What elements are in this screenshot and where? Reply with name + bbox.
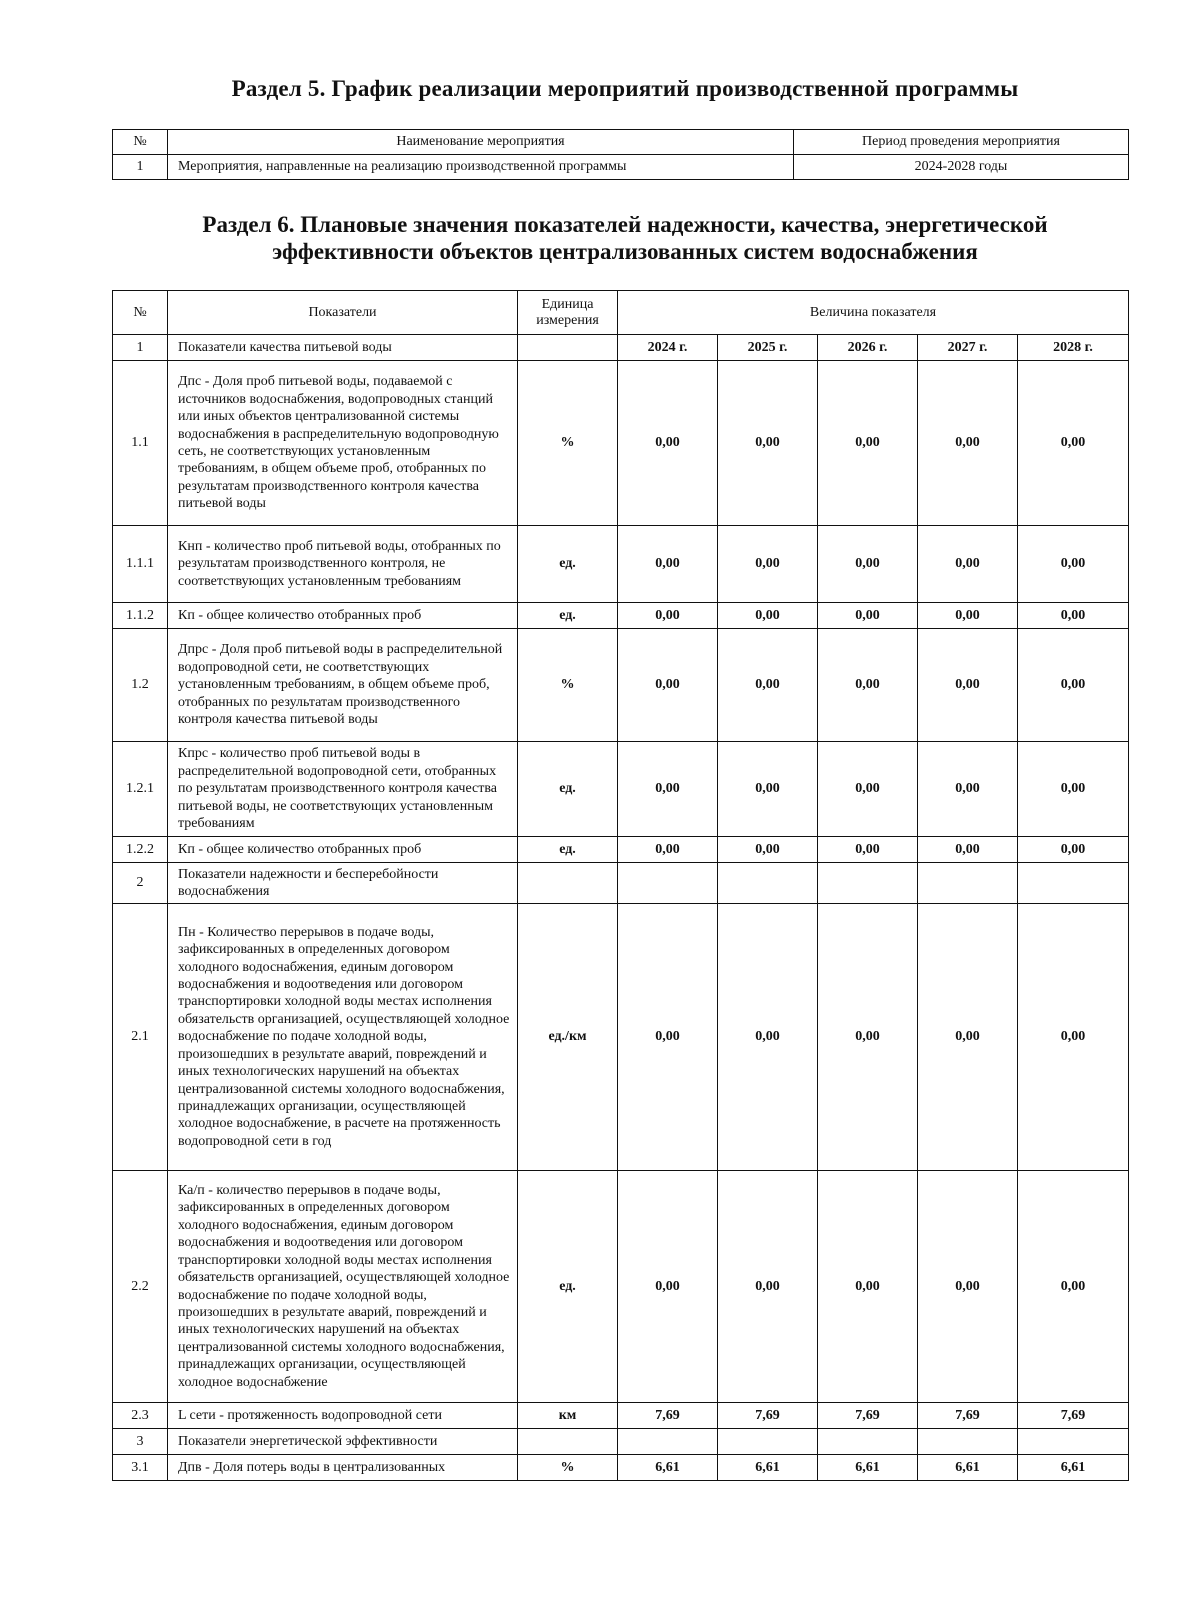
row-value: 0,00: [718, 742, 818, 837]
row-value: 6,61: [618, 1455, 718, 1481]
table-row: [113, 361, 1129, 526]
header-year: 2025 г.: [718, 335, 818, 361]
row-indicator: Дпрс - Доля проб питьевой воды в распределительной водопроводной сети, не соответствующих установленным требованиям, в общем объеме проб, отобранных по результатам производственного контроля качества питьевой воды: [168, 629, 518, 742]
row-value: 0,00: [918, 742, 1018, 837]
table-row: [113, 629, 1129, 742]
row-value: [918, 1429, 1018, 1455]
row-value: 0,00: [918, 837, 1018, 863]
row-value: 0,00: [618, 603, 718, 629]
row-value: [618, 1429, 718, 1455]
row-unit: ед.: [518, 1171, 618, 1403]
row-value: [818, 863, 918, 904]
row-value: [718, 1429, 818, 1455]
row-value: 0,00: [618, 361, 718, 526]
row-value: 0,00: [818, 603, 918, 629]
header-year: 2027 г.: [918, 335, 1018, 361]
row-num: 1: [113, 335, 168, 361]
row-value: [1018, 1429, 1129, 1455]
row-value: 0,00: [918, 629, 1018, 742]
row-value: [1018, 863, 1129, 904]
row-value: 0,00: [818, 361, 918, 526]
row-value: 0,00: [818, 629, 918, 742]
row-value: 0,00: [1018, 837, 1129, 863]
header-unit-line1: Единица: [541, 296, 594, 312]
row-value: [718, 863, 818, 904]
table-row: [113, 1171, 1129, 1403]
row-num: 1.1: [113, 361, 168, 526]
section6-table: [112, 290, 1129, 1481]
row-value: 7,69: [818, 1403, 918, 1429]
row-indicator: Дпв - Доля потерь воды в централизованных: [168, 1455, 518, 1481]
table-row: [113, 1429, 1129, 1455]
row-num: 1.1.2: [113, 603, 168, 629]
header-period: Период проведения мероприятия: [794, 130, 1129, 155]
row-num: 2: [113, 863, 168, 904]
row-value: 0,00: [1018, 904, 1129, 1171]
table-row: [113, 1455, 1129, 1481]
table-row: [113, 155, 1129, 180]
row-value: 0,00: [718, 526, 818, 603]
row-num: 2.3: [113, 1403, 168, 1429]
row-unit: ед./км: [518, 904, 618, 1171]
row-value: 0,00: [618, 629, 718, 742]
row-value: 0,00: [918, 904, 1018, 1171]
header-num: №: [113, 130, 168, 155]
row-value: 0,00: [918, 1171, 1018, 1403]
table-row: [113, 335, 1129, 361]
header-year: 2024 г.: [618, 335, 718, 361]
row-value: 0,00: [818, 837, 918, 863]
table-row: [113, 1403, 1129, 1429]
section5-title: Раздел 5. График реализации мероприятий производственной программы: [231, 76, 1019, 101]
row-value: 0,00: [718, 904, 818, 1171]
row-value: 0,00: [818, 904, 918, 1171]
header-indicators: Показатели: [168, 291, 518, 335]
row-unit: [518, 863, 618, 904]
row-value: 0,00: [1018, 603, 1129, 629]
row-value: 0,00: [918, 361, 1018, 526]
section5-table: [112, 129, 1129, 180]
row-indicator: Кп - общее количество отобранных проб: [168, 837, 518, 863]
row-value: 0,00: [1018, 1171, 1129, 1403]
row-value: 0,00: [1018, 361, 1129, 526]
row-num: 3: [113, 1429, 168, 1455]
row-value: 0,00: [818, 526, 918, 603]
row-indicator: Дпс - Доля проб питьевой воды, подаваемой с источников водоснабжения, водопроводных станций или иных объектов централизованной системы водоснабжения в распределительную водопроводную сеть, не соответствующих установленным требованиям, в общем объеме проб, отобранных по результатам производственного контроля качества питьевой воды: [168, 361, 518, 526]
row-num: 1.2.2: [113, 837, 168, 863]
row-value: 7,69: [918, 1403, 1018, 1429]
row-indicator: Пн - Количество перерывов в подаче воды, зафиксированных в определенных договором холодного водоснабжения, единым договором водоснабжения и водоотведения или договором транспортировки холодной воды местах исполнения обязательств организацией, осуществляющей холодное водоснабжение по подаче холодной воды, произошедших в результате аварий, повреждений и иных технологических нарушений на объектах централизованной системы холодного водоснабжения, принадлежащих организации, осуществляющей холодное водоснабжение, в расчете на протяженность водопроводной сети в год: [168, 904, 518, 1171]
row-num: 1.2: [113, 629, 168, 742]
row-value: [918, 863, 1018, 904]
table-row: [113, 837, 1129, 863]
row-indicator: Кнп - количество проб питьевой воды, отобранных по результатам производственного контроля, не соответствующих установленным требованиям: [168, 526, 518, 603]
row-unit: ед.: [518, 526, 618, 603]
row-unit: %: [518, 361, 618, 526]
row-value: 0,00: [918, 603, 1018, 629]
row-num: 1: [113, 155, 168, 180]
row-indicator: Кп - общее количество отобранных проб: [168, 603, 518, 629]
table-row: [113, 904, 1129, 1171]
row-value: 0,00: [718, 603, 818, 629]
row-name: Мероприятия, направленные на реализацию производственной программы: [168, 155, 794, 180]
row-num: 1.2.1: [113, 742, 168, 837]
row-value: 6,61: [918, 1455, 1018, 1481]
row-value: 0,00: [618, 742, 718, 837]
table-row: [113, 603, 1129, 629]
row-value: 0,00: [718, 629, 818, 742]
row-value: 7,69: [718, 1403, 818, 1429]
row-value: 0,00: [1018, 526, 1129, 603]
row-value: [618, 863, 718, 904]
row-value: 0,00: [818, 742, 918, 837]
row-value: 7,69: [618, 1403, 718, 1429]
row-value: 0,00: [1018, 629, 1129, 742]
header-year: 2028 г.: [1018, 335, 1129, 361]
header-name: Наименование мероприятия: [168, 130, 794, 155]
row-value: 0,00: [618, 837, 718, 863]
row-unit: ед.: [518, 742, 618, 837]
row-value: 6,61: [718, 1455, 818, 1481]
row-num: 1.1.1: [113, 526, 168, 603]
section6-title-line2: эффективности объектов централизованных систем водоснабжения: [272, 239, 978, 264]
table-row: [113, 742, 1129, 837]
row-value: [818, 1429, 918, 1455]
row-value: 7,69: [1018, 1403, 1129, 1429]
section6-title-line1: Раздел 6. Плановые значения показателей надежности, качества, энергетической: [202, 212, 1048, 237]
header-year: 2026 г.: [818, 335, 918, 361]
row-period: 2024-2028 годы: [794, 155, 1129, 180]
row-unit: %: [518, 629, 618, 742]
row-num: 2.1: [113, 904, 168, 1171]
row-unit: [518, 335, 618, 361]
header-value: Величина показателя: [618, 291, 1129, 335]
row-value: 6,61: [818, 1455, 918, 1481]
row-value: 0,00: [718, 361, 818, 526]
row-num: 2.2: [113, 1171, 168, 1403]
row-unit: %: [518, 1455, 618, 1481]
row-unit: [518, 1429, 618, 1455]
row-indicator: Показатели надежности и бесперебойности водоснабжения: [168, 863, 518, 904]
row-value: 6,61: [1018, 1455, 1129, 1481]
row-value: 0,00: [718, 1171, 818, 1403]
header-num: №: [113, 291, 168, 335]
section6-title: [0, 211, 1200, 265]
header-unit-line2: измерения: [536, 312, 599, 328]
row-indicator: Показатели энергетической эффективности: [168, 1429, 518, 1455]
row-value: 0,00: [918, 526, 1018, 603]
row-indicator: Ка/п - количество перерывов в подаче воды, зафиксированных в определенных договором холодного водоснабжения, единым договором водоснабжения и водоотведения или договором транспортировки холодной воды местах исполнения обязательств организацией, осуществляющей холодное водоснабжение по подаче холодной воды, произошедших в результате аварий, повреждений и иных технологических нарушений на объектах централизованной системы холодного водоснабжения, принадлежащих организации, осуществляющей холодное водоснабжение: [168, 1171, 518, 1403]
row-indicator: Показатели качества питьевой воды: [168, 335, 518, 361]
row-value: 0,00: [718, 837, 818, 863]
header-unit: [518, 291, 618, 335]
row-value: 0,00: [618, 904, 718, 1171]
row-value: 0,00: [618, 1171, 718, 1403]
row-unit: ед.: [518, 837, 618, 863]
section5-header-row: [113, 130, 1129, 155]
table-row: [113, 526, 1129, 603]
row-value: 0,00: [618, 526, 718, 603]
row-indicator: L сети - протяженность водопроводной сети: [168, 1403, 518, 1429]
row-unit: ед.: [518, 603, 618, 629]
section6-header-row: [113, 291, 1129, 335]
row-num: 3.1: [113, 1455, 168, 1481]
row-indicator: Кпрс - количество проб питьевой воды в распределительной водопроводной сети, отобранных по результатам производственного контроля качества питьевой воды, не соответствующих установленным требованиям: [168, 742, 518, 837]
row-unit: км: [518, 1403, 618, 1429]
row-value: 0,00: [818, 1171, 918, 1403]
row-value: 0,00: [1018, 742, 1129, 837]
table-row: [113, 863, 1129, 904]
